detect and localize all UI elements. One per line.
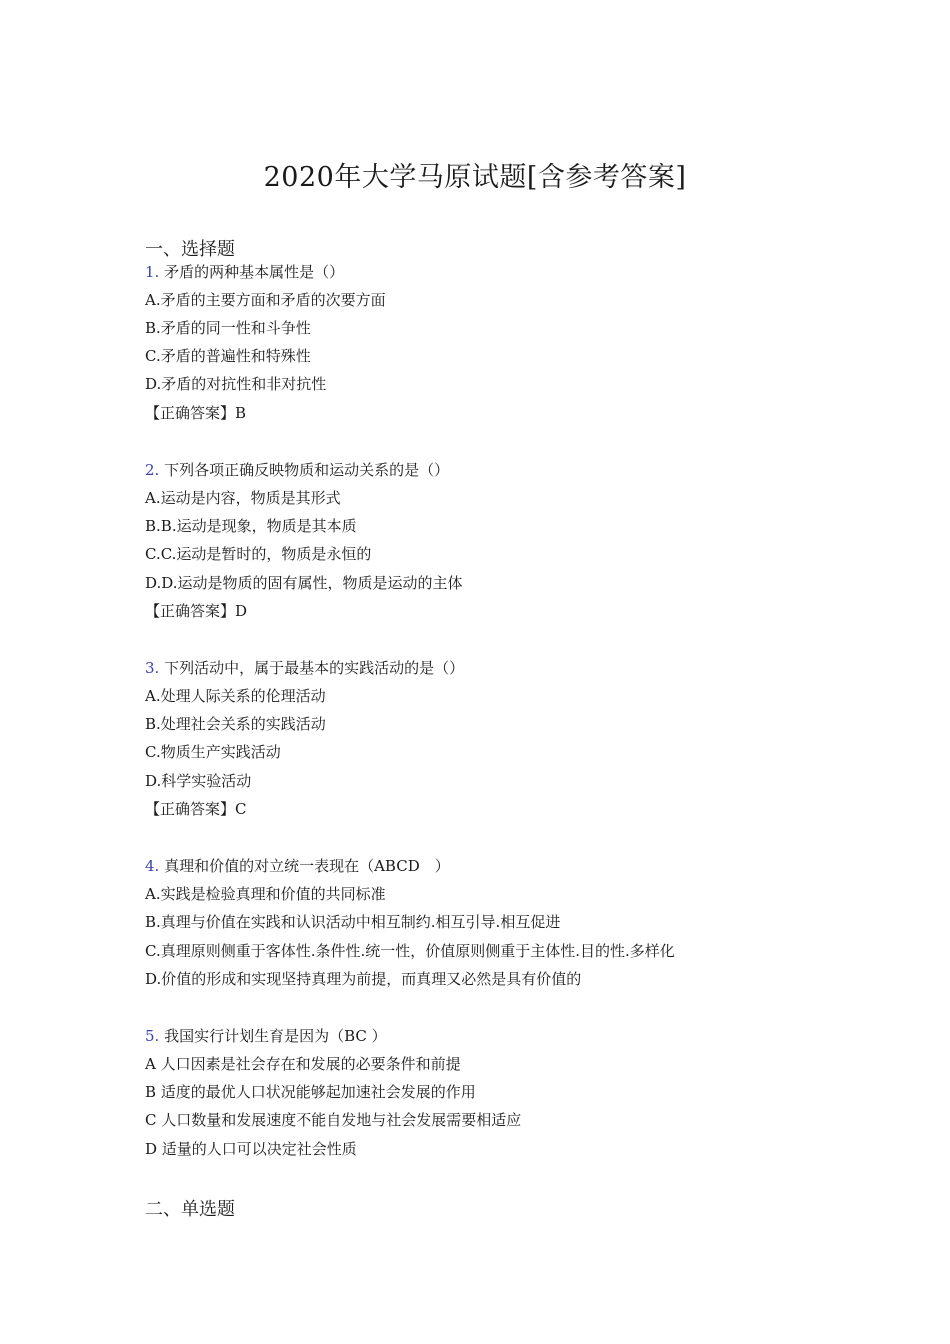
option: C.真理原则侧重于客体性.条件性.统一性，价值原则侧重于主体性.目的性.多样化: [145, 942, 675, 960]
option: D.价值的形成和实现坚持真理为前提，而真理又必然是具有价值的: [145, 970, 582, 988]
question-stem: [145, 262, 344, 282]
question-stem: [145, 460, 449, 480]
question-stem: [145, 658, 464, 678]
option: C.物质生产实践活动: [145, 743, 281, 761]
question-stem: [145, 856, 450, 876]
option: B.处理社会关系的实践活动: [145, 715, 326, 733]
option: B.B.运动是现象，物质是其本质: [145, 517, 357, 535]
option: A.实践是检验真理和价值的共同标准: [145, 885, 386, 903]
option: D.D.运动是物质的固有属性，物质是运动的主体: [145, 574, 463, 592]
question-text: 下列活动中，属于最基本的实践活动的是（）: [164, 659, 465, 677]
question-number: 1.: [145, 263, 160, 281]
question-text: 矛盾的两种基本属性是（）: [164, 263, 345, 281]
question-number: 4.: [145, 857, 160, 875]
question-text: 我国实行计划生育是因为（BC ）: [164, 1027, 387, 1045]
option: C.C.运动是暂时的，物质是永恒的: [145, 545, 372, 563]
answer: 【正确答案】D: [145, 602, 248, 620]
option: B.矛盾的同一性和斗争性: [145, 319, 311, 337]
option: B.真理与价值在实践和认识活动中相互制约.相互引导.相互促进: [145, 913, 561, 931]
option: B 适度的最优人口状况能够起加速社会发展的作用: [145, 1083, 476, 1101]
section-heading-single: 二、单选题: [145, 1199, 235, 1220]
question-text: 真理和价值的对立统一表现在（ABCD ）: [164, 857, 450, 875]
option: A.矛盾的主要方面和矛盾的次要方面: [145, 291, 386, 309]
option: D.科学实验活动: [145, 772, 252, 790]
option: A 人口因素是社会存在和发展的必要条件和前提: [145, 1055, 461, 1073]
answer: 【正确答案】C: [145, 800, 247, 818]
question-stem: [145, 1026, 387, 1046]
page-title: 2020年大学马原试题[含参考答案]: [263, 162, 687, 193]
option: A.运动是内容，物质是其形式: [145, 489, 341, 507]
question-number: 3.: [145, 659, 160, 677]
question-text: 下列各项正确反映物质和运动关系的是（）: [164, 461, 450, 479]
option: C 人口数量和发展速度不能自发地与社会发展需要相适应: [145, 1111, 522, 1129]
question-number: 5.: [145, 1027, 160, 1045]
option: A.处理人际关系的伦理活动: [145, 687, 326, 705]
option: D.矛盾的对抗性和非对抗性: [145, 375, 327, 393]
section-heading-choice: 一、选择题: [145, 239, 235, 260]
option: C.矛盾的普遍性和特殊性: [145, 347, 311, 365]
option: D 适量的人口可以决定社会性质: [145, 1140, 357, 1158]
answer: 【正确答案】B: [145, 404, 247, 422]
question-number: 2.: [145, 461, 160, 479]
